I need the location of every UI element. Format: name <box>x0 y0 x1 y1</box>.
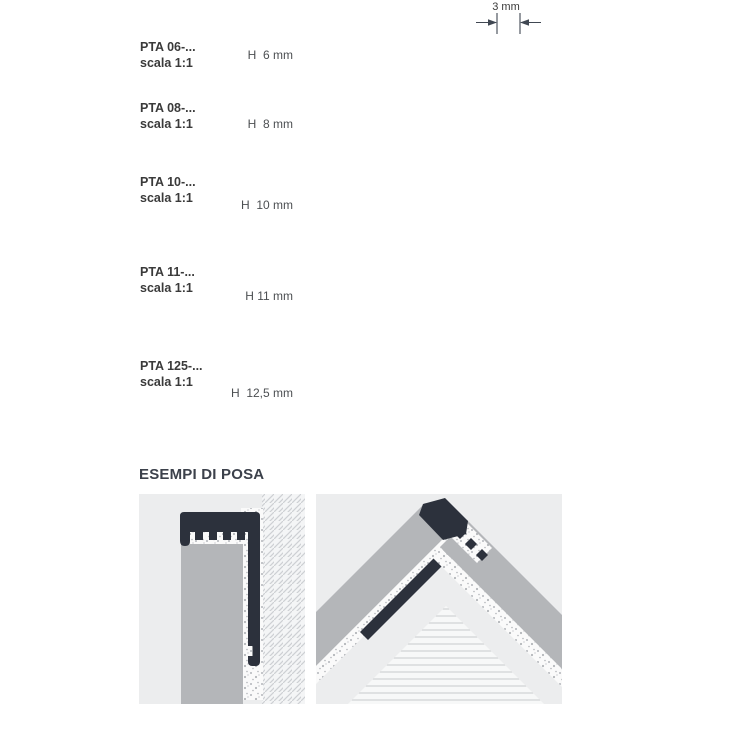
profile-scale: scala 1:1 <box>140 56 193 70</box>
wall-hatched <box>262 494 305 704</box>
profile-code: PTA 11-... <box>140 265 195 279</box>
profile-anchor-leg <box>248 514 260 666</box>
top-width-dimension <box>468 0 548 38</box>
profile-code: PTA 08-... <box>140 101 196 115</box>
tile <box>181 537 243 704</box>
profile-scale: scala 1:1 <box>140 191 193 205</box>
top-width-dimension-label: 3 mm <box>492 1 520 13</box>
profile-code: PTA 10-... <box>140 175 196 189</box>
profile-scale: scala 1:1 <box>140 281 193 295</box>
profile-scale: scala 1:1 <box>140 375 193 389</box>
examples-heading: ESEMPI DI POSA <box>139 466 265 483</box>
profile-height-label: H 8 mm <box>247 116 293 131</box>
profile-code: PTA 125-... <box>140 359 203 373</box>
profile-scale: scala 1:1 <box>140 117 193 131</box>
profile-code: PTA 06-... <box>140 40 196 54</box>
installation-example-wall <box>139 494 305 704</box>
profile-height-label: H 6 mm <box>247 47 293 62</box>
arrowhead-left-icon <box>520 19 529 25</box>
profile-height-label: H 12,5 mm <box>230 386 293 400</box>
profile-height-label: H 10 mm <box>240 197 293 212</box>
installation-example-corner <box>316 494 562 704</box>
profile-height-label: H 11 mm <box>245 289 293 303</box>
arrowhead-right-icon <box>488 19 497 25</box>
leg-notch <box>248 646 253 656</box>
